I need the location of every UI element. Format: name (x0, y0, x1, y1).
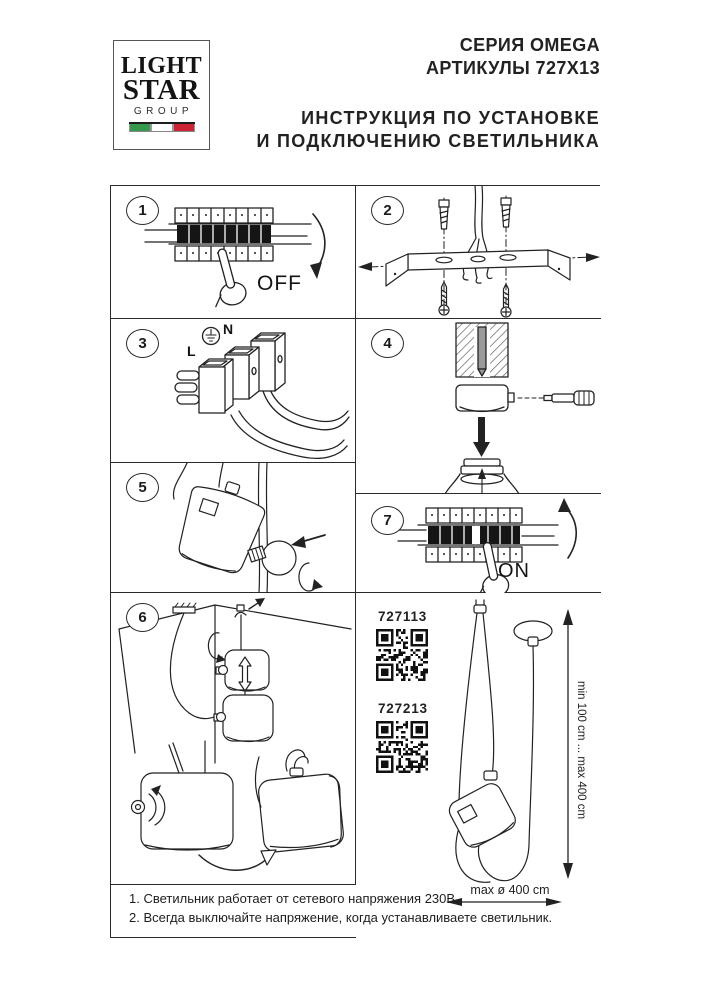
step-number-badge: 4 (371, 329, 404, 358)
step-number-badge: 3 (126, 329, 159, 358)
terminal-connector-3d (199, 359, 233, 413)
screwdriver-icon (518, 391, 594, 405)
step-panel-2 (356, 186, 601, 319)
step-number-badge: 1 (126, 196, 159, 225)
diameter-label: max ø 400 cm (470, 883, 550, 897)
italian-flag-icon (129, 122, 195, 132)
lightstar-logo (113, 40, 210, 150)
document-header (200, 34, 600, 153)
product-panel (356, 593, 601, 939)
ceiling-canopy-icon (514, 621, 552, 646)
articles-title: АРТИКУЛЫ 727X13 (426, 58, 600, 78)
step-number-badge: 6 (126, 603, 159, 632)
note-line-2: 2. Всегда выключайте напряжение, когда устанавливаете светильник. (129, 909, 553, 925)
lamp-shade-icon (171, 472, 270, 578)
step-panel-1 (111, 186, 356, 319)
neutral-wire-label: N (223, 321, 234, 337)
logo-text-light: LIGHT (120, 53, 203, 79)
safety-notes (129, 890, 591, 927)
step-panel-4 (356, 319, 601, 494)
curved-arrow-down-icon (313, 214, 325, 268)
logo-text-star: STAR (122, 74, 201, 106)
note-line-1: 1. Светильник работает от сетевого напряжения 230В. (129, 891, 459, 906)
step-panel-5 (111, 463, 356, 593)
curved-arrow-up-icon (564, 506, 576, 558)
step-number-badge: 5 (126, 473, 159, 502)
light-bulb-icon (248, 541, 296, 575)
step-panel-6 (111, 593, 356, 885)
live-wire-label: L (187, 343, 196, 359)
step-number-badge: 2 (371, 196, 404, 225)
series-title: СЕРИЯ OMEGA (459, 35, 600, 55)
step-panel-3 (111, 319, 356, 463)
flag-red-stripe (173, 124, 195, 131)
vertical-dimension-arrow (563, 609, 573, 879)
flag-white-stripe (151, 124, 173, 131)
tilt-arrow-icon (199, 855, 269, 870)
flag-green-stripe (129, 124, 151, 131)
height-range-label: min 100 cm ... max 400 cm (575, 681, 587, 820)
instruction-board (110, 185, 600, 938)
instruction-title-line2: И ПОДКЛЮЧЕНИЮ СВЕТИЛЬНИКА (256, 131, 600, 151)
off-label: OFF (257, 272, 302, 295)
on-label: ON (498, 560, 530, 582)
instruction-title-line1: ИНСТРУКЦИЯ ПО УСТАНОВКЕ (301, 108, 600, 128)
product-code-2: 727213 (378, 701, 428, 716)
ground-symbol-icon (203, 328, 220, 345)
height-adjustment-diagram (111, 593, 356, 885)
step-number-badge: 7 (371, 506, 404, 535)
wall-plug-icon (501, 198, 511, 227)
wall-plug-icon (439, 200, 449, 229)
thick-down-arrow-icon (478, 417, 485, 443)
logo-text-group: GROUP (133, 106, 194, 117)
step-panel-7 (356, 494, 601, 593)
tilted-shade-icon (257, 773, 345, 854)
product-code-1: 727113 (378, 609, 428, 624)
